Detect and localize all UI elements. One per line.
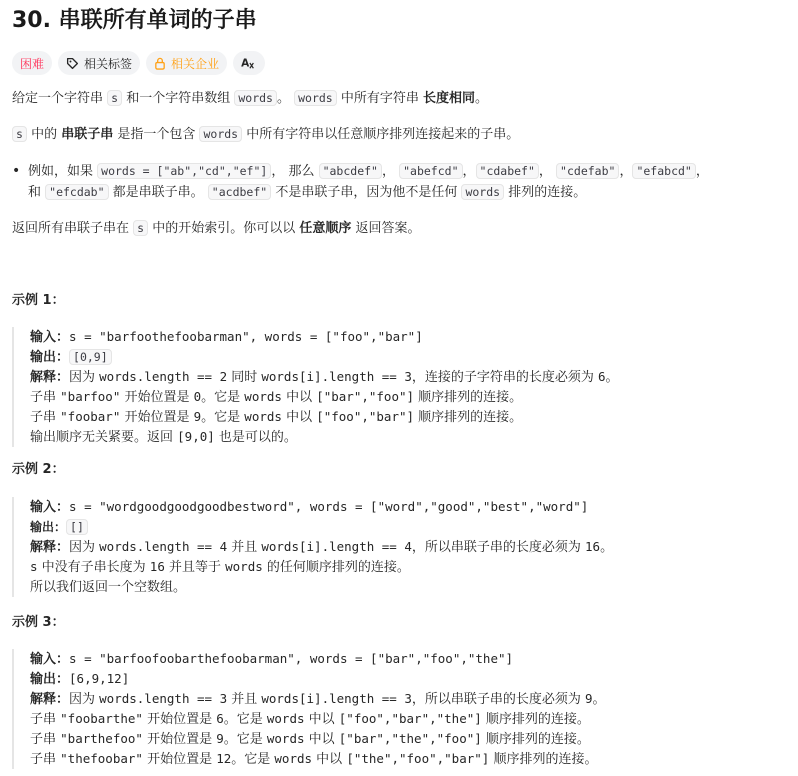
example-3-output: [6,9,12] (69, 671, 130, 686)
difficulty-label: 困难 (20, 56, 45, 71)
example-2-block: 输入：s = "wordgoodgoodgoodbestword", words = ["word","good","best","word"] 输出： [] 解释：因为 words.length == 4 并且 words[i].length == 4，所以串联子串的长度必须为 16。 s 中没有子串长度为 16 并且等于 words 的任何顺序排列的连接。 所以我们返回一个空数组。 (12, 497, 786, 597)
bullet-dot: • (12, 163, 21, 179)
emphasis-text: 任意顺序 (299, 221, 352, 236)
related-tags-label: 相关标签 (84, 56, 133, 71)
code-s: s (133, 220, 148, 236)
svg-text:A: A (241, 57, 250, 70)
related-companies-label: 相关企业 (171, 56, 220, 71)
code-words: words (294, 90, 337, 106)
example-3-block: 输入：s = "barfoofoobarthefoobarman", words = ["bar","foo","the"] 输出：[6,9,12] 解释：因为 words.length == 3 并且 words[i].length == 3，所以串联子串的长度必须为 9。 子串 "foobarthe" 开始位置是 6。它是 words 中以 ["foo","bar","the"] 顺序排列的连接。 子串 "barthefoo" 开始位置是 9。它是 words 中以 ["bar","the","foo"] 顺序排列的连接。 子串 "thefoobar" 开始位置是 12。它是 words 中以 ["the","foo","bar"] 顺序排列的连接。 (12, 649, 786, 769)
example-2-output: [] (66, 519, 88, 535)
example-3-input: s = "barfoofoobarthefoobarman", words = ["bar","foo","the"] (69, 651, 514, 666)
related-companies-button[interactable] (146, 51, 227, 75)
bullet-line-1: 例如，如果 words = ["ab","cd","ef"] ， 那么 "abcdef" ， "abefcd" ， "cdabef" ， "cdefab" ， "efabcd" ， (28, 164, 709, 179)
code-s: s (107, 90, 122, 106)
tag-icon (66, 57, 79, 70)
example-2-title: 示例 2： (12, 462, 65, 477)
example-2-input: s = "wordgoodgoodgoodbestword", words = ["word","good","best","word"] (69, 499, 589, 514)
problem-title: 30. 串联所有单词的子串 (12, 8, 257, 33)
code-words: words (199, 126, 242, 142)
bullet-line-2: 和 "efcdab" 都是串联子串。 "acdbef" 不是串联子串，因为他不是任何 words 排列的连接。 (28, 185, 587, 200)
example-1-input: s = "barfoothefoobarman", words = ["foo","bar"] (69, 329, 423, 344)
difficulty-badge[interactable] (12, 51, 52, 75)
description-paragraph-3: 返回所有串联子串在 s 中的开始索引。你可以以 任意顺序 返回答案。 (12, 221, 421, 236)
emphasis-text: 串联子串 (61, 127, 114, 142)
code-s: s (12, 126, 27, 142)
code-words: words (234, 90, 277, 106)
example-bullet (12, 161, 786, 203)
description-paragraph-1: 给定一个字符串 s 和一个字符串数组 words 。 words 中所有字符串 长度相同。 (12, 91, 489, 106)
example-1-output: [0,9] (69, 349, 112, 365)
lock-icon (154, 57, 166, 70)
related-tags-button[interactable] (58, 51, 140, 75)
tag-bar (12, 51, 786, 75)
translate-icon (241, 56, 257, 70)
example-1-block: 输入：s = "barfoothefoobarman", words = ["foo","bar"] 输出： [0,9] 解释：因为 words.length == 2 同时 words[i].length == 3，连接的子字符串的长度必须为 6。 子串 "barfoo" 开始位置是 0。它是 words 中以 ["bar","foo"] 顺序排列的连接。 子串 "foobar" 开始位置是 9。它是 words 中以 ["foo","bar"] 顺序排列的连接。 输出顺序无关紧要。返回 [9,0] 也是可以的。 (12, 327, 786, 447)
description-paragraph-2: s 中的 串联子串 是指一个包含 words 中所有字符串以任意顺序排列连接起来的子串。 (12, 125, 786, 145)
example-1-title: 示例 1： (12, 293, 65, 308)
emphasis-text: 长度相同 (423, 91, 476, 106)
translate-button[interactable] (233, 51, 265, 75)
example-3-title: 示例 3： (12, 615, 65, 630)
